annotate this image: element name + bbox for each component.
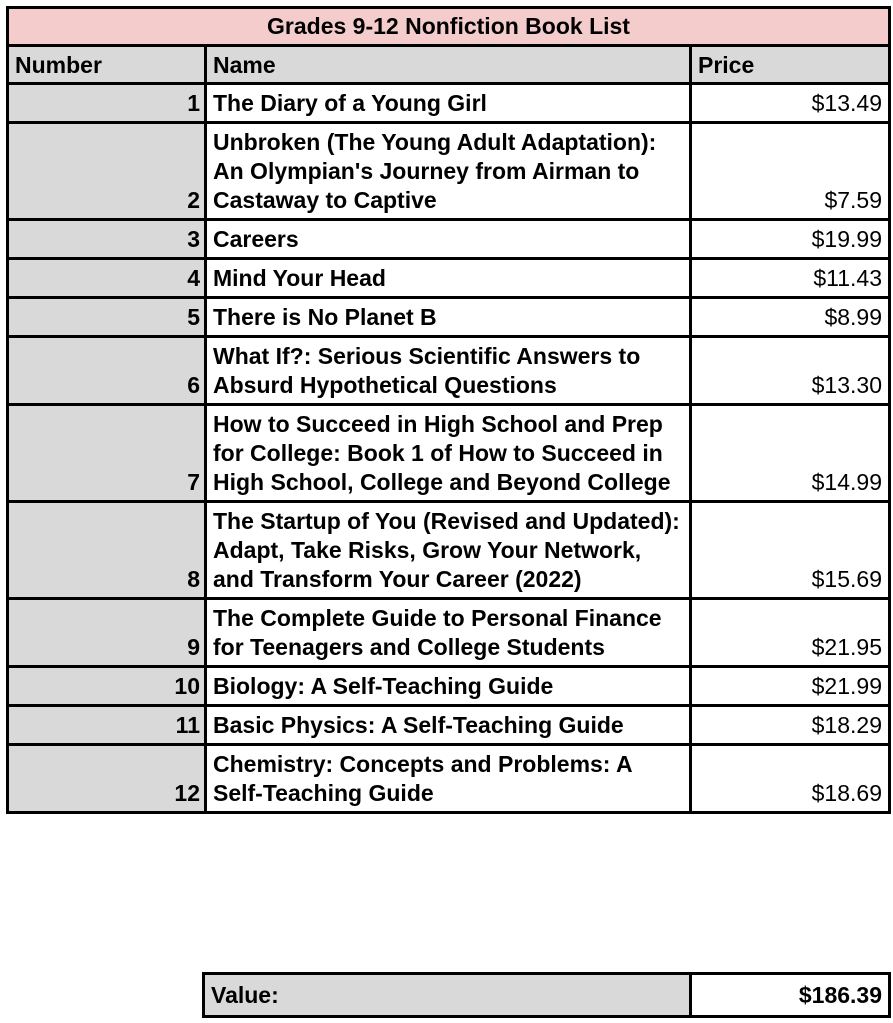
- table-row: [8, 599, 890, 667]
- book-name: The Diary of a Young Girl: [206, 84, 691, 123]
- book-price: $7.59: [691, 123, 890, 220]
- book-price: $21.95: [691, 599, 890, 667]
- book-name: Unbroken (The Young Adult Adaptation): An Olympian's Journey from Airman to Castaway to Captive: [206, 123, 691, 220]
- table-row: [8, 84, 890, 123]
- book-price: $11.43: [691, 259, 890, 298]
- book-price: $8.99: [691, 298, 890, 337]
- table-row: [8, 259, 890, 298]
- column-header-name: Name: [206, 46, 691, 84]
- header-row: [8, 46, 890, 84]
- book-number: 3: [8, 220, 206, 259]
- book-price: $13.30: [691, 337, 890, 405]
- book-number: 1: [8, 84, 206, 123]
- book-price: $14.99: [691, 405, 890, 502]
- book-name: Basic Physics: A Self-Teaching Guide: [206, 706, 691, 745]
- book-number: 9: [8, 599, 206, 667]
- book-name: Careers: [206, 220, 691, 259]
- table-row: [8, 667, 890, 706]
- book-list-table: [6, 6, 891, 814]
- book-name: Chemistry: Concepts and Problems: A Self-Teaching Guide: [206, 745, 691, 813]
- book-name: There is No Planet B: [206, 298, 691, 337]
- value-summary-table: [202, 972, 891, 1018]
- book-name: What If?: Serious Scientific Answers to Absurd Hypothetical Questions: [206, 337, 691, 405]
- table-row: [8, 405, 890, 502]
- table-row: [8, 220, 890, 259]
- value-row: [204, 974, 890, 1017]
- book-number: 7: [8, 405, 206, 502]
- book-name: Biology: A Self-Teaching Guide: [206, 667, 691, 706]
- value-label: Value:: [204, 974, 691, 1017]
- book-number: 8: [8, 502, 206, 599]
- book-rows: [8, 84, 890, 813]
- book-number: 4: [8, 259, 206, 298]
- table-row: [8, 337, 890, 405]
- book-price: $15.69: [691, 502, 890, 599]
- table-row: [8, 706, 890, 745]
- table-row: [8, 745, 890, 813]
- book-number: 10: [8, 667, 206, 706]
- value-amount: $186.39: [691, 974, 890, 1017]
- book-price: $18.29: [691, 706, 890, 745]
- book-price: $19.99: [691, 220, 890, 259]
- book-price: $13.49: [691, 84, 890, 123]
- book-number: 12: [8, 745, 206, 813]
- book-number: 11: [8, 706, 206, 745]
- title-row: [8, 8, 890, 46]
- table-row: [8, 298, 890, 337]
- book-number: 6: [8, 337, 206, 405]
- book-price: $18.69: [691, 745, 890, 813]
- book-name: How to Succeed in High School and Prep for College: Book 1 of How to Succeed in High School, College and Beyond College: [206, 405, 691, 502]
- column-header-number: Number: [8, 46, 206, 84]
- column-header-price: Price: [691, 46, 890, 84]
- book-name: The Startup of You (Revised and Updated): Adapt, Take Risks, Grow Your Network, and Transform Your Career (2022): [206, 502, 691, 599]
- book-number: 5: [8, 298, 206, 337]
- table-row: [8, 123, 890, 220]
- book-name: Mind Your Head: [206, 259, 691, 298]
- table-title: Grades 9-12 Nonfiction Book List: [8, 8, 890, 46]
- book-price: $21.99: [691, 667, 890, 706]
- book-name: The Complete Guide to Personal Finance for Teenagers and College Students: [206, 599, 691, 667]
- table-row: [8, 502, 890, 599]
- book-number: 2: [8, 123, 206, 220]
